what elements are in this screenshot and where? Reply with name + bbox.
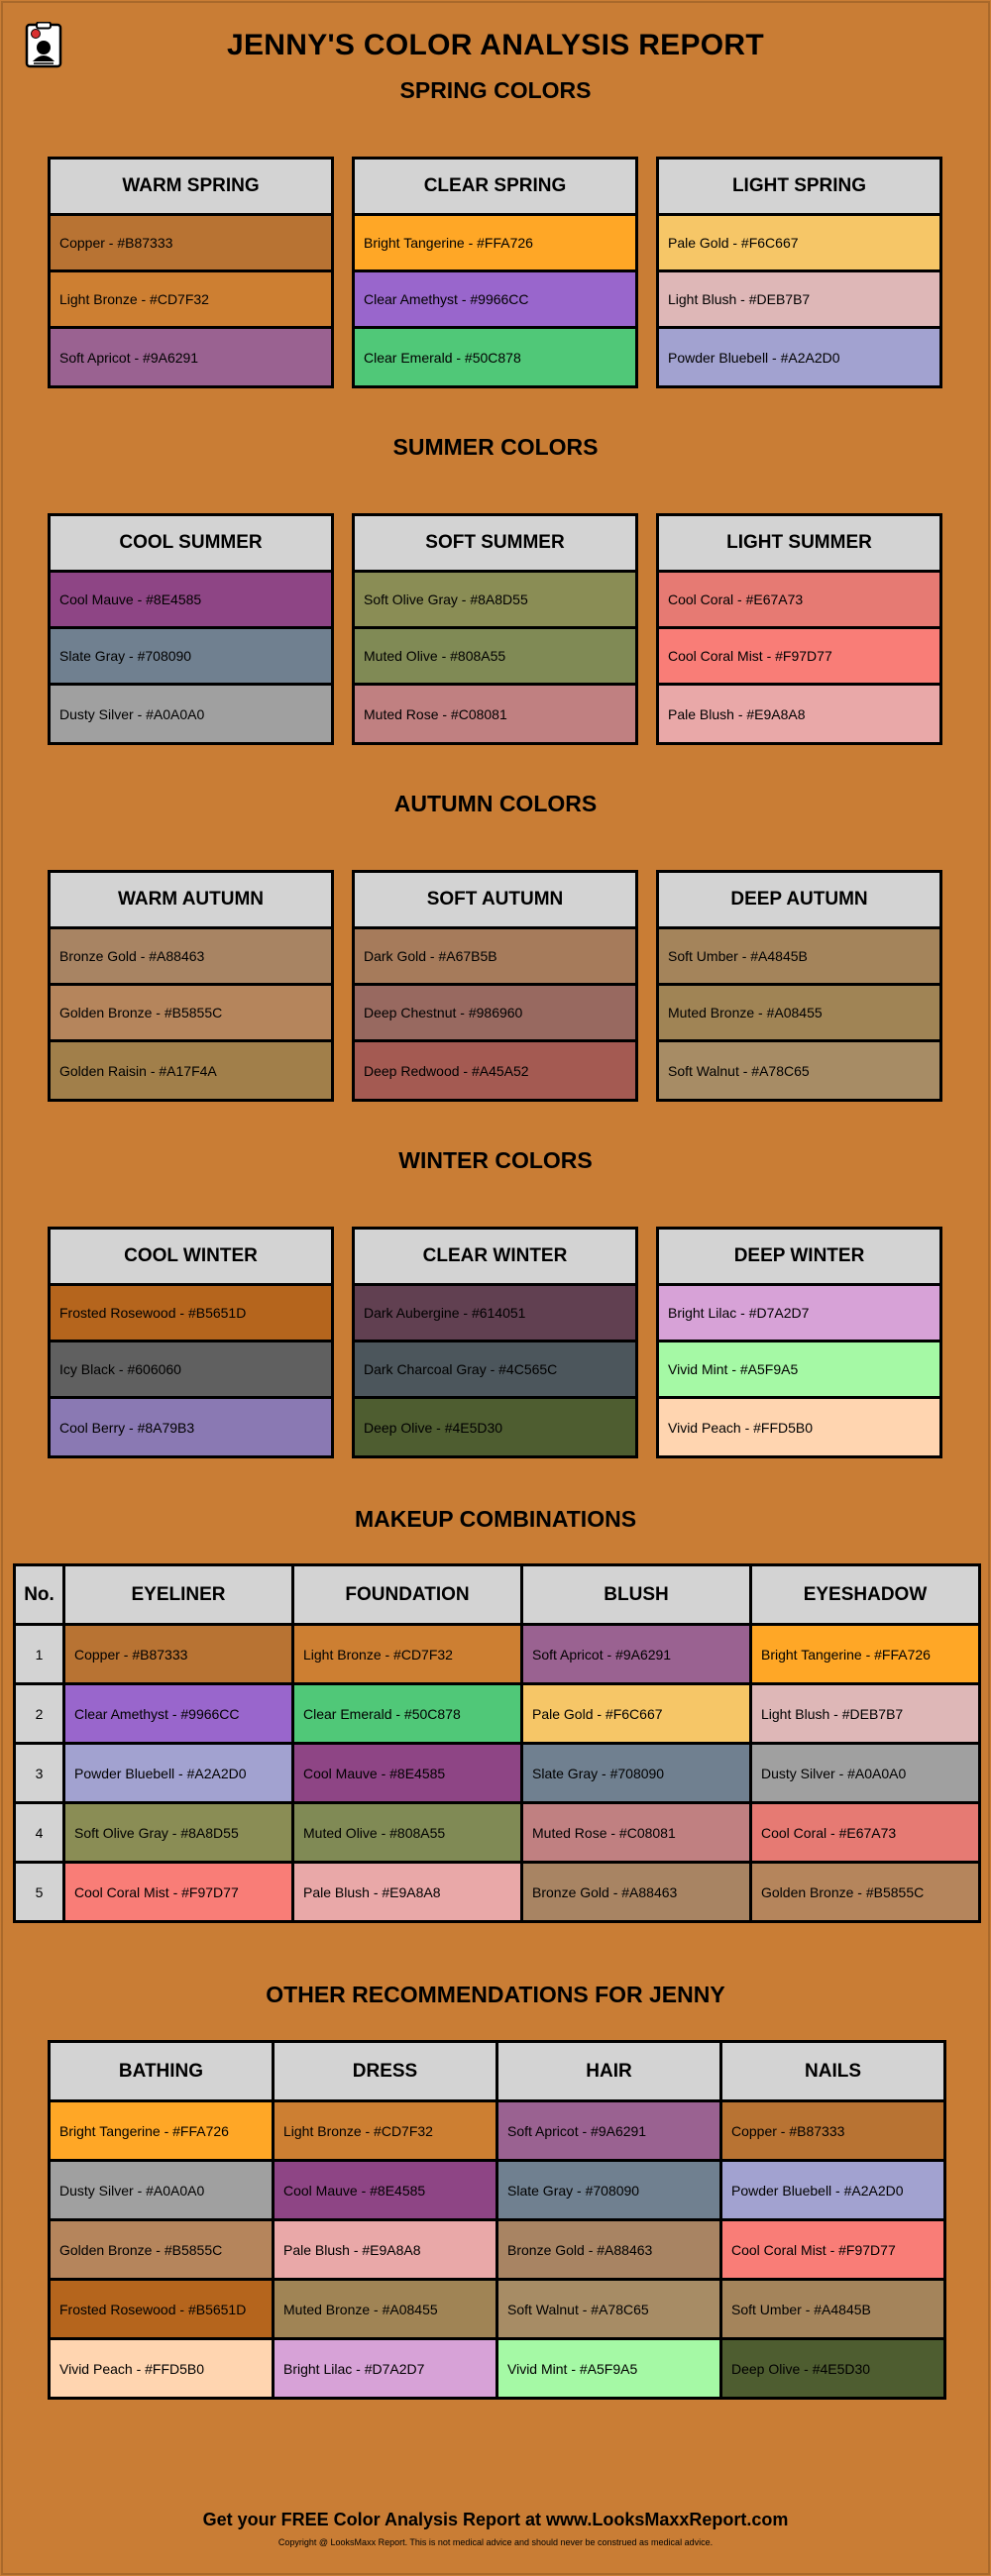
makeup-header-cell: No.	[15, 1565, 64, 1625]
table-row	[50, 2220, 945, 2280]
palette-card	[656, 870, 942, 1102]
season-grid	[48, 870, 943, 1102]
color-swatch: Muted Bronze - #A08455	[659, 986, 939, 1042]
other-title: OTHER RECOMMENDATIONS FOR JENNY	[266, 1982, 725, 2007]
table-row	[15, 1744, 980, 1803]
makeup-color-cell: Cool Mauve - #8E4585	[293, 1744, 522, 1803]
palette-card	[352, 513, 638, 745]
row-number: 3	[15, 1744, 64, 1803]
palette-card-title: CLEAR WINTER	[355, 1230, 635, 1286]
color-swatch: Clear Emerald - #50C878	[355, 329, 635, 385]
recommendation-color-cell: Muted Bronze - #A08455	[274, 2280, 497, 2339]
makeup-header-cell: FOUNDATION	[293, 1565, 522, 1625]
makeup-header-cell: EYELINER	[64, 1565, 293, 1625]
palette-card-title: SOFT SUMMER	[355, 516, 635, 573]
makeup-color-cell: Copper - #B87333	[64, 1625, 293, 1684]
makeup-color-cell: Soft Apricot - #9A6291	[522, 1625, 751, 1684]
palette-card	[656, 513, 942, 745]
recommendation-color-cell: Frosted Rosewood - #B5651D	[50, 2280, 274, 2339]
palette-card-title: LIGHT SPRING	[659, 160, 939, 216]
color-swatch: Soft Walnut - #A78C65	[659, 1042, 939, 1099]
makeup-color-cell: Soft Olive Gray - #8A8D55	[64, 1803, 293, 1863]
makeup-header-cell: EYESHADOW	[751, 1565, 980, 1625]
color-swatch: Cool Coral Mist - #F97D77	[659, 629, 939, 686]
makeup-color-cell: Clear Amethyst - #9966CC	[64, 1684, 293, 1744]
color-swatch: Cool Coral - #E67A73	[659, 573, 939, 629]
makeup-color-cell: Clear Emerald - #50C878	[293, 1684, 522, 1744]
row-number: 1	[15, 1625, 64, 1684]
palette-card-title: CLEAR SPRING	[355, 160, 635, 216]
color-swatch: Soft Olive Gray - #8A8D55	[355, 573, 635, 629]
season-title: WINTER COLORS	[398, 1147, 593, 1173]
palette-card-title: LIGHT SUMMER	[659, 516, 939, 573]
palette-card	[352, 870, 638, 1102]
color-swatch: Clear Amethyst - #9966CC	[355, 272, 635, 329]
table-row	[50, 2339, 945, 2399]
color-swatch: Light Bronze - #CD7F32	[51, 272, 331, 329]
season-title: SPRING COLORS	[399, 77, 592, 103]
color-swatch: Powder Bluebell - #A2A2D0	[659, 329, 939, 385]
footer-cta: Get your FREE Color Analysis Report at www.LooksMaxxReport.com	[202, 2510, 789, 2529]
table-row	[15, 1684, 980, 1744]
makeup-header-cell: BLUSH	[522, 1565, 751, 1625]
palette-card-title: DEEP WINTER	[659, 1230, 939, 1286]
makeup-color-cell: Muted Olive - #808A55	[293, 1803, 522, 1863]
recommendation-color-cell: Golden Bronze - #B5855C	[50, 2220, 274, 2280]
color-swatch: Deep Olive - #4E5D30	[355, 1399, 635, 1455]
color-swatch: Vivid Peach - #FFD5B0	[659, 1399, 939, 1455]
recommendation-color-cell: Slate Gray - #708090	[497, 2161, 721, 2220]
row-number: 4	[15, 1803, 64, 1863]
color-swatch: Bronze Gold - #A88463	[51, 929, 331, 986]
other-header-cell: HAIR	[497, 2042, 721, 2101]
color-swatch: Copper - #B87333	[51, 216, 331, 272]
palette-card	[352, 1227, 638, 1458]
palette-card-title: COOL SUMMER	[51, 516, 331, 573]
palette-card	[352, 157, 638, 388]
makeup-color-cell: Slate Gray - #708090	[522, 1744, 751, 1803]
color-swatch: Dark Charcoal Gray - #4C565C	[355, 1342, 635, 1399]
color-swatch: Bright Tangerine - #FFA726	[355, 216, 635, 272]
palette-card-title: WARM SPRING	[51, 160, 331, 216]
color-swatch: Frosted Rosewood - #B5651D	[51, 1286, 331, 1342]
color-swatch: Icy Black - #606060	[51, 1342, 331, 1399]
table-row	[50, 2101, 945, 2161]
other-header-cell: NAILS	[721, 2042, 945, 2101]
footer-copyright: Copyright @ LooksMaxx Report. This is not medical advice and should never be construed as medical advice.	[277, 2537, 714, 2547]
recommendation-color-cell: Light Bronze - #CD7F32	[274, 2101, 497, 2161]
other-header-cell: BATHING	[50, 2042, 274, 2101]
season-grid	[48, 157, 943, 388]
recommendation-color-cell: Pale Blush - #E9A8A8	[274, 2220, 497, 2280]
recommendation-color-cell: Dusty Silver - #A0A0A0	[50, 2161, 274, 2220]
palette-card	[48, 157, 334, 388]
recommendation-color-cell: Bronze Gold - #A88463	[497, 2220, 721, 2280]
row-number: 2	[15, 1684, 64, 1744]
makeup-color-cell: Bronze Gold - #A88463	[522, 1863, 751, 1922]
recommendation-color-cell: Bright Lilac - #D7A2D7	[274, 2339, 497, 2399]
color-swatch: Muted Olive - #808A55	[355, 629, 635, 686]
makeup-color-cell: Cool Coral Mist - #F97D77	[64, 1863, 293, 1922]
palette-card	[656, 1227, 942, 1458]
recommendation-color-cell: Cool Mauve - #8E4585	[274, 2161, 497, 2220]
color-swatch: Vivid Mint - #A5F9A5	[659, 1342, 939, 1399]
makeup-color-cell: Golden Bronze - #B5855C	[751, 1863, 980, 1922]
recommendation-color-cell: Deep Olive - #4E5D30	[721, 2339, 945, 2399]
recommendation-color-cell: Soft Apricot - #9A6291	[497, 2101, 721, 2161]
season-grid	[48, 513, 943, 745]
row-number: 5	[15, 1863, 64, 1922]
other-recommendations-table	[48, 2040, 946, 2400]
color-swatch: Deep Chestnut - #986960	[355, 986, 635, 1042]
season-title: SUMMER COLORS	[392, 434, 599, 460]
color-swatch: Pale Blush - #E9A8A8	[659, 686, 939, 742]
color-swatch: Soft Apricot - #9A6291	[51, 329, 331, 385]
makeup-color-cell: Bright Tangerine - #FFA726	[751, 1625, 980, 1684]
makeup-color-cell: Pale Blush - #E9A8A8	[293, 1863, 522, 1922]
palette-card	[48, 1227, 334, 1458]
makeup-color-cell: Muted Rose - #C08081	[522, 1803, 751, 1863]
table-row	[15, 1863, 980, 1922]
table-row	[15, 1625, 980, 1684]
report-title: JENNY'S COLOR ANALYSIS REPORT	[226, 29, 765, 61]
palette-card-title: WARM AUTUMN	[51, 873, 331, 929]
recommendation-color-cell: Copper - #B87333	[721, 2101, 945, 2161]
color-swatch: Deep Redwood - #A45A52	[355, 1042, 635, 1099]
recommendation-color-cell: Bright Tangerine - #FFA726	[50, 2101, 274, 2161]
recommendation-color-cell: Powder Bluebell - #A2A2D0	[721, 2161, 945, 2220]
color-swatch: Light Blush - #DEB7B7	[659, 272, 939, 329]
color-swatch: Dark Aubergine - #614051	[355, 1286, 635, 1342]
table-row	[50, 2161, 945, 2220]
season-grid	[48, 1227, 943, 1458]
table-row	[15, 1803, 980, 1863]
recommendation-color-cell: Cool Coral Mist - #F97D77	[721, 2220, 945, 2280]
makeup-table	[13, 1563, 981, 1923]
makeup-color-cell: Light Bronze - #CD7F32	[293, 1625, 522, 1684]
palette-card-title: SOFT AUTUMN	[355, 873, 635, 929]
palette-card-title: DEEP AUTUMN	[659, 873, 939, 929]
table-row	[50, 2280, 945, 2339]
palette-card	[48, 513, 334, 745]
other-header-cell: DRESS	[274, 2042, 497, 2101]
color-swatch: Slate Gray - #708090	[51, 629, 331, 686]
makeup-title: MAKEUP COMBINATIONS	[354, 1506, 637, 1532]
recommendation-color-cell: Vivid Mint - #A5F9A5	[497, 2339, 721, 2399]
palette-card	[656, 157, 942, 388]
makeup-color-cell: Cool Coral - #E67A73	[751, 1803, 980, 1863]
recommendation-color-cell: Vivid Peach - #FFD5B0	[50, 2339, 274, 2399]
makeup-color-cell: Powder Bluebell - #A2A2D0	[64, 1744, 293, 1803]
color-swatch: Dusty Silver - #A0A0A0	[51, 686, 331, 742]
color-swatch: Cool Berry - #8A79B3	[51, 1399, 331, 1455]
makeup-color-cell: Dusty Silver - #A0A0A0	[751, 1744, 980, 1803]
recommendation-color-cell: Soft Walnut - #A78C65	[497, 2280, 721, 2339]
color-swatch: Pale Gold - #F6C667	[659, 216, 939, 272]
recommendation-color-cell: Soft Umber - #A4845B	[721, 2280, 945, 2339]
palette-card	[48, 870, 334, 1102]
color-swatch: Cool Mauve - #8E4585	[51, 573, 331, 629]
color-swatch: Bright Lilac - #D7A2D7	[659, 1286, 939, 1342]
season-title: AUTUMN COLORS	[393, 791, 598, 816]
palette-card-title: COOL WINTER	[51, 1230, 331, 1286]
color-swatch: Soft Umber - #A4845B	[659, 929, 939, 986]
makeup-color-cell: Light Blush - #DEB7B7	[751, 1684, 980, 1744]
makeup-color-cell: Pale Gold - #F6C667	[522, 1684, 751, 1744]
color-swatch: Golden Bronze - #B5855C	[51, 986, 331, 1042]
color-swatch: Dark Gold - #A67B5B	[355, 929, 635, 986]
color-swatch: Golden Raisin - #A17F4A	[51, 1042, 331, 1099]
color-swatch: Muted Rose - #C08081	[355, 686, 635, 742]
